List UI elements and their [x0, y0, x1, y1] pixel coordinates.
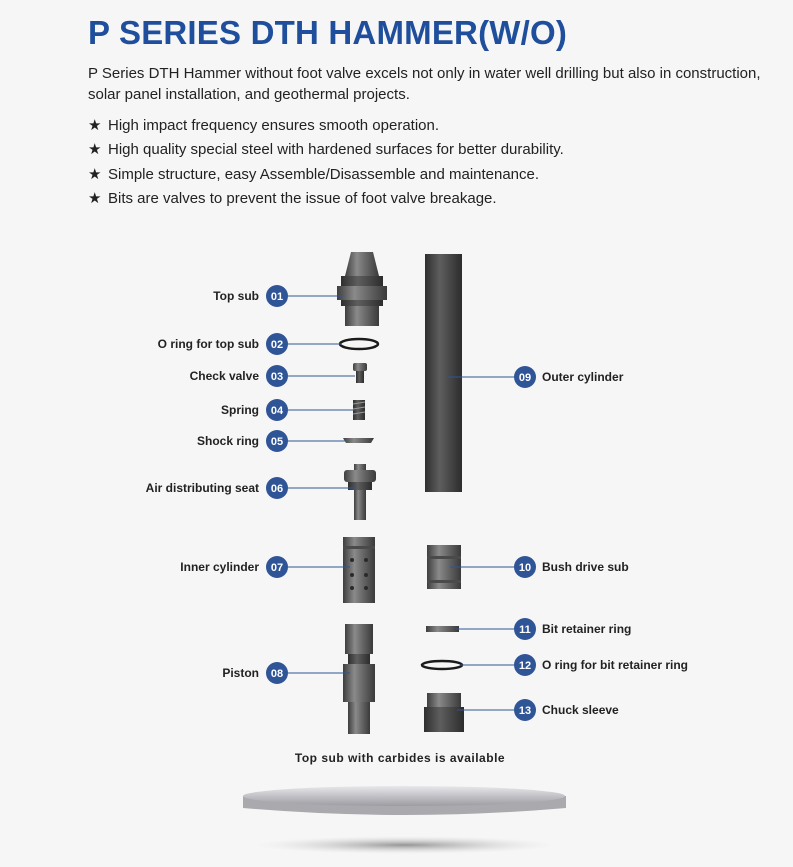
feature-text: High impact frequency ensures smooth operation. [108, 117, 440, 134]
part-label: Top sub [213, 289, 259, 303]
badge-number: 03 [270, 371, 284, 383]
badge-number: 13 [518, 705, 532, 717]
part-label: Inner cylinder [180, 560, 259, 574]
o-ring-bit-retainer-part [422, 661, 462, 669]
badge-number: 08 [270, 668, 284, 680]
feature-text: Simple structure, easy Assemble/Disassemble and maintenance. [108, 165, 540, 183]
callout-11 [514, 618, 631, 640]
part-label: Piston [222, 666, 259, 680]
o-ring-top-sub-part [340, 339, 378, 349]
badge-number: 11 [519, 624, 531, 636]
star-icon: ★ [88, 117, 102, 134]
shock-ring-part [343, 438, 374, 443]
star-icon: ★ [88, 141, 102, 159]
callout-10 [514, 556, 629, 578]
badge-number: 04 [270, 405, 284, 417]
feature-text: Bits are valves to prevent the issue of foot valve breakage. [108, 189, 497, 207]
callout-08 [222, 662, 288, 684]
outer-cylinder-part [425, 254, 462, 492]
callout-03 [190, 365, 288, 387]
part-label: Spring [221, 403, 259, 417]
part-label: Shock ring [196, 434, 259, 448]
callout-09 [514, 366, 624, 388]
piston-part [343, 624, 375, 734]
part-label: O ring for top sub [157, 337, 259, 351]
display-plate [243, 786, 566, 854]
part-label: Check valve [189, 369, 259, 383]
callout-01 [213, 285, 288, 307]
chuck-sleeve-part [424, 693, 464, 732]
star-icon: ★ [88, 165, 102, 183]
part-label: O ring for bit retainer ring [542, 658, 689, 672]
badge-number: 12 [518, 660, 532, 672]
star-icon: ★ [88, 189, 102, 207]
air-distributing-seat-part [344, 464, 376, 520]
callout-02 [158, 333, 288, 355]
part-label: Bit retainer ring [542, 622, 632, 636]
check-valve-part [353, 363, 367, 383]
top-sub-part [337, 252, 387, 326]
spring-part [353, 400, 365, 420]
callout-05 [197, 430, 288, 452]
badge-number: 10 [518, 562, 532, 574]
part-label: Bush drive sub [542, 560, 629, 574]
page-title: P SERIES DTH HAMMER(W/O) [88, 14, 568, 51]
badge-number: 01 [270, 291, 284, 303]
description: P Series DTH Hammer without foot valve excels not only in water well drilling but also in construction, solar panel installation, and geothermal projects. [88, 65, 761, 103]
feature-text: High quality special steel with hardened surfaces for better durability. [108, 141, 564, 159]
badge-number: 05 [270, 436, 284, 448]
callout-13 [514, 699, 619, 721]
leader-lines [288, 296, 514, 710]
callout-12 [514, 654, 688, 676]
inner-cylinder-part [343, 537, 375, 603]
callout-04 [221, 399, 288, 421]
badge-number: 07 [270, 562, 284, 574]
carbide-note: Top sub with carbides is available [294, 751, 506, 765]
part-label: Air distributing seat [145, 481, 259, 495]
callout-06 [146, 477, 288, 499]
badge-number: 09 [518, 372, 532, 384]
callout-07 [180, 556, 288, 578]
part-label: Chuck sleeve [542, 703, 619, 717]
bit-retainer-ring-part [426, 626, 459, 632]
part-label: Outer cylinder [542, 370, 624, 384]
badge-number: 06 [270, 483, 284, 495]
badge-number: 02 [270, 339, 284, 351]
